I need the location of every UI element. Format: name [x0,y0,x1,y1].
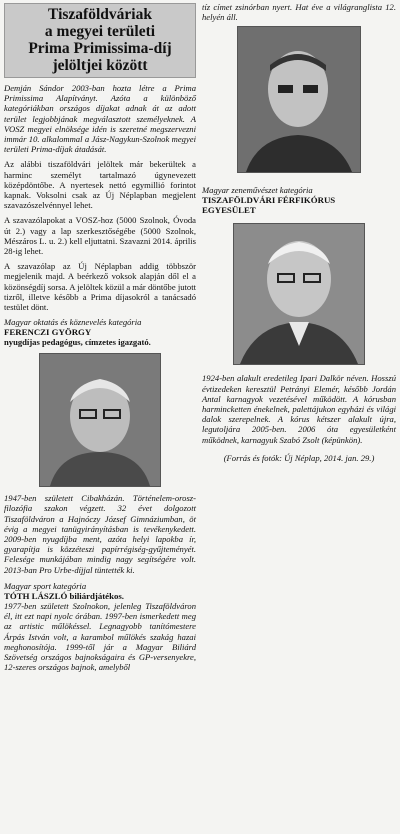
left-column [4,0,196,672]
choir-bio: 1924-ben alakult eredetileg Ipari Dalkör néven. Hosszú évtizedeken keresztül Petrányi Elemér, később Jordán Antal karnagyok vezetésével működött. A kórusban harmincketten énekelnek, palettájukon egyházi és világi dalok szerepelnek. A kórus kétszer alakult újra, legutoljára 2005-ben. 2006 óta egyesületként működnek, karnagyuk Szabó Zsolt (képünkön). [202,373,396,445]
source-note: (Forrás és fotók: Új Néplap, 2014. jan. 29.) [223,452,375,463]
toth-photo [237,26,361,173]
ferenczi-bio: 1947-ben született Cibakházán. Történelem-orosz-filozófia szakon végzett. 32 évet dolgozott Tiszaföldváron a Hajnóczy József Gimnáziumban, öt évig a megyei tanügyirányításban is tevékenykedett. 2009-ben nyugdíjba ment, azóta helyi lapokba ír, gyarapítja is közzéteszi papírrégiség-gyűjteményét. Felesége munkájában mindig nagy segítségére volt. 2013-ban Pro Urbe-díjjal tüntették ki. [4,493,196,575]
ferenczi-subtitle: nyugdíjas pedagógus, címzetes igazgató. [4,337,151,348]
paragraph-3: A szavazólapokat a VOSZ-hoz (5000 Szolnok, Óvoda út 2.) vagy a lap szerkesztőségébe (5000 Szolnok, Mészáros L. u. 2.) kell eljuttatni. Szavazni 2014. április 28-ig lehet. [4,215,196,257]
right-column [202,0,396,463]
toth-bio-continued: tíz címet zsinórban nyert. Hat éve a világranglista 12. helyén áll. [202,2,396,23]
title-line-3: Prima Primissima-díj [28,40,172,57]
choir-photo [233,223,365,365]
article-title [4,3,196,78]
ferenczi-photo [39,353,161,487]
intro-paragraph: Demján Sándor 2003-ban hozta létre a Prima Primissima Alapítványt. Azóta a különböző kategóriákban országos díjakat adnak át az adott terület legjobbjának megválasztott személyeknek. A VOSZ megyei elnöksége idén is szeretné megszervezni immár 10. alkalommal a Jász-Nagykun-Szolnok megyei területi Prima-díjak átadását. [4,83,196,155]
article-body [4,83,196,312]
toth-category: Magyar sport kategória [4,580,87,591]
choir-name-line-2: EGYESÜLET [202,205,256,216]
title-line-4: jelöltjei között [52,57,148,74]
toth-bio: 1977-ben született Szolnokon, jelenleg Tiszaföldváron él, itt ezt napi nyolc órában. 1997-ben ismerkedett meg az artistic műlökéssel. Legnagyobb tanítómestere Árpás István volt, a karambol műlökés szakág hazai meghonosítója. 1999-től jár a Magyar Biliárd Szövetség országos bajnokságaira és GP-versenyekre, 12-szeres országos bajnok, amelyből [4,600,196,673]
title-line-1: Tiszaföldváriak [48,6,152,23]
title-line-2: a megyei területi [44,23,156,40]
ferenczi-name: FERENCZI GYÖRGY [4,327,92,338]
choir-category: Magyar zeneművészet kategória [202,185,313,196]
paragraph-2: Az alábbi tiszaföldvári jelöltek már bekerültek a harminc személyt tartalmazó úgynevezett középdöntőbe. A nyertesek nettó egymillió forintot kapnak. Voksolni csak az Új Néplapban megjelent szavazószelvénnyel lehet. [4,159,196,211]
paragraph-4: A szavazólap az Új Néplapban addig többször megjelenik majd. A beérkező voksok alapján dől el a közönségdíj sorsa. A jelöltek közül a már döntőbe jutott tizről, illetve később a Prima díjasokról a tanácsadó testület dönt. [4,261,196,313]
choir-name-line-1: TISZAFÖLDVÁRI FÉRFIKÓRUS [202,195,336,206]
toth-name: TÓTH LÁSZLÓ biliárdjátékos. [4,590,125,601]
ferenczi-category: Magyar oktatás és köznevelés kategória [4,317,142,328]
